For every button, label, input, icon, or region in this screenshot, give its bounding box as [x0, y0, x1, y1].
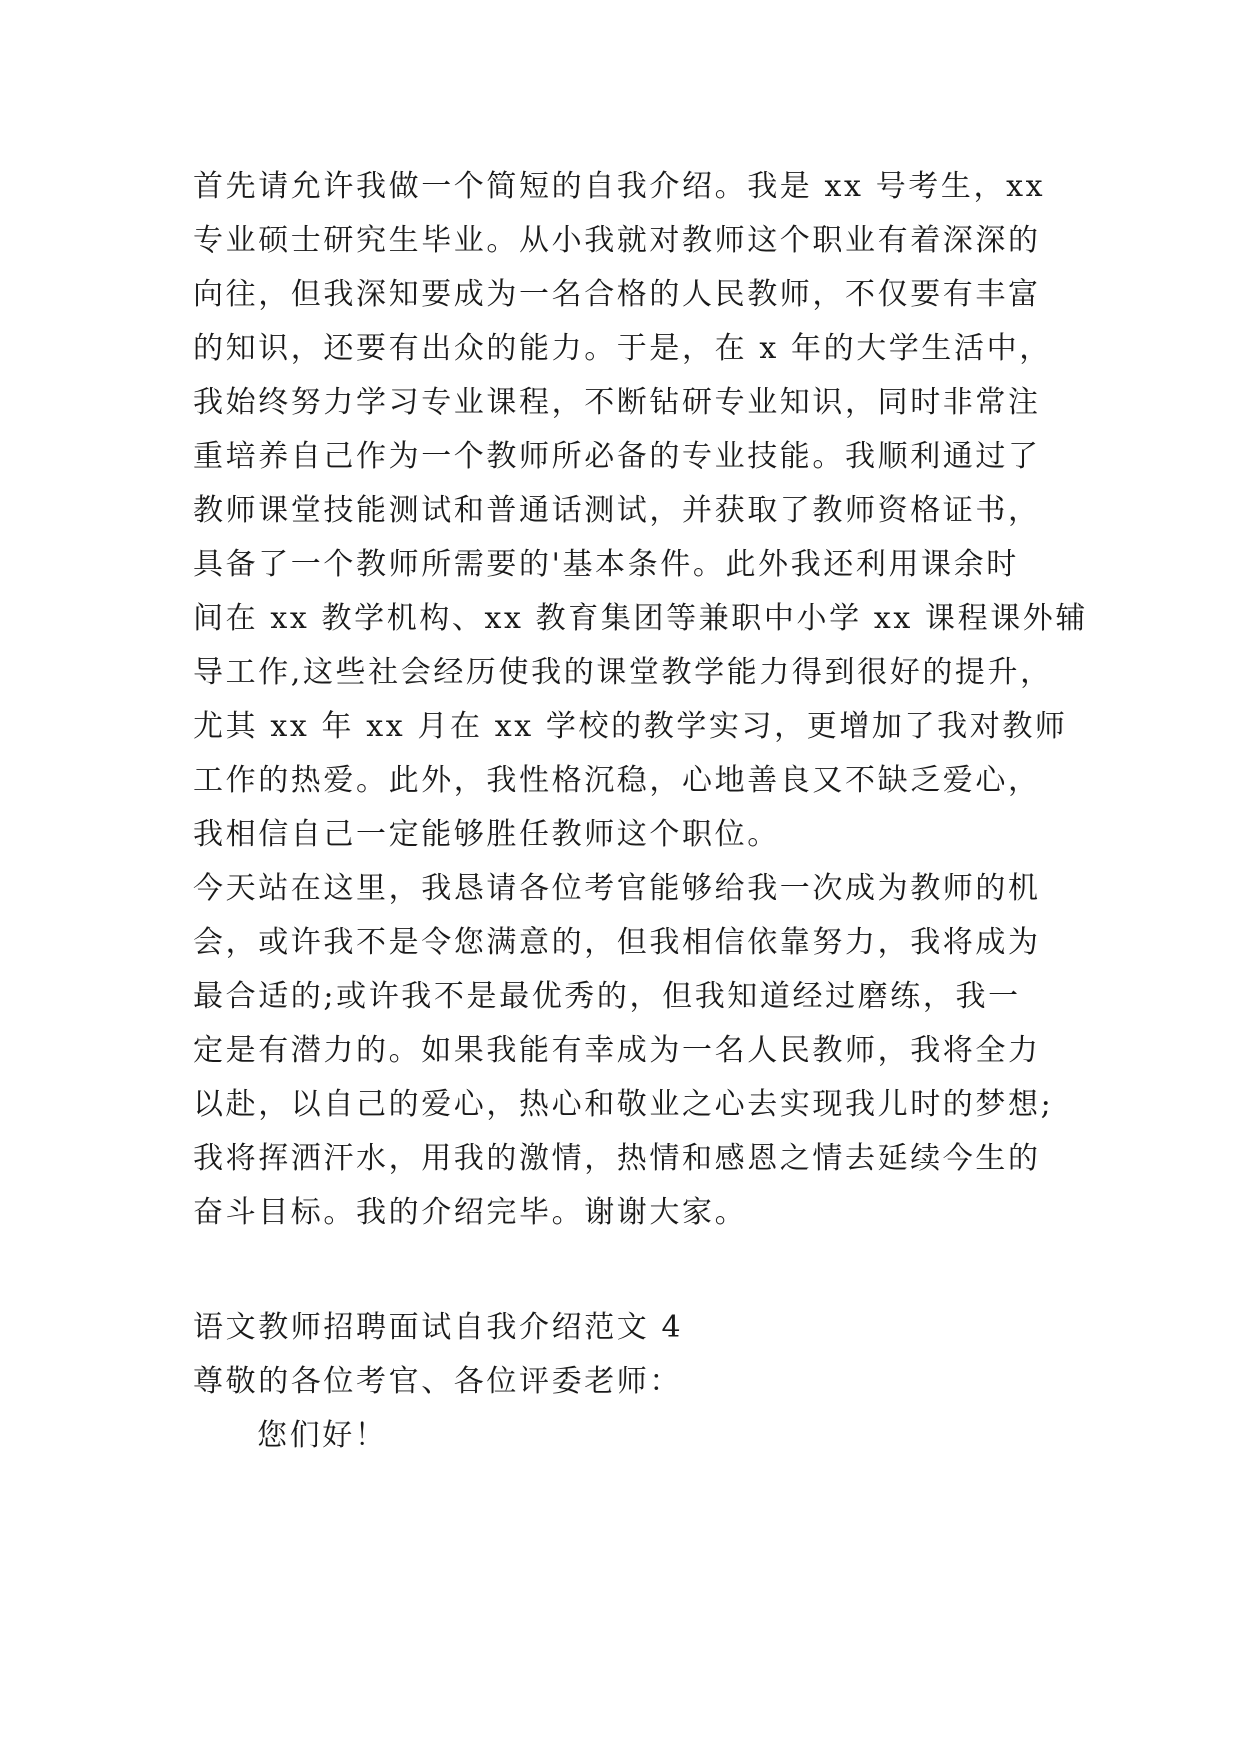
paragraph-1-line-10: 导工作,这些社会经历使我的课堂教学能力得到很好的提升，	[193, 655, 1053, 690]
paragraph-2-line-7: 奋斗目标。我的介绍完毕。谢谢大家。	[193, 1195, 748, 1230]
paragraph-1-line-7: 教师课堂技能测试和普通话测试，并获取了教师资格证书，	[193, 493, 1041, 528]
paragraph-1-line-11: 尤其 xx 年 xx 月在 xx 学校的教学实习，更增加了我对教师	[193, 709, 1068, 744]
paragraph-2-line-3: 最合适的;或许我不是最优秀的，但我知道经过磨练，我一	[193, 979, 1021, 1014]
paragraph-2-line-1: 今天站在这里，我恳请各位考官能够给我一次成为教师的机	[193, 871, 1041, 906]
paragraph-1-line-5: 我始终努力学习专业课程，不断钻研专业知识，同时非常注	[193, 385, 1041, 420]
paragraph-1-line-1: 首先请允许我做一个简短的自我介绍。我是 xx 号考生，xx	[193, 169, 1046, 204]
paragraph-1-line-6: 重培养自己作为一个教师所必备的专业技能。我顺利通过了	[193, 439, 1041, 474]
paragraph-1-line-3: 向往，但我深知要成为一名合格的人民教师，不仅要有丰富	[193, 277, 1041, 312]
salutation: 尊敬的各位考官、各位评委老师：	[193, 1364, 682, 1399]
paragraph-1-line-8: 具备了一个教师所需要的'基本条件。此外我还利用课余时	[193, 547, 1019, 582]
paragraph-1-line-9: 间在 xx 教学机构、xx 教育集团等兼职中小学 xx 课程课外辅	[193, 601, 1088, 636]
paragraph-1-line-2: 专业硕士研究生毕业。从小我就对教师这个职业有着深深的	[193, 223, 1041, 258]
paragraph-2-line-4: 定是有潜力的。如果我能有幸成为一名人民教师，我将全力	[193, 1033, 1041, 1068]
paragraph-2-line-6: 我将挥洒汗水，用我的激情，热情和感恩之情去延续今生的	[193, 1141, 1041, 1176]
paragraph-1-line-12: 工作的热爱。此外，我性格沉稳，心地善良又不缺乏爱心，	[193, 763, 1041, 798]
paragraph-1-line-4: 的知识，还要有出众的能力。于是，在 x 年的大学生活中，	[193, 331, 1052, 366]
paragraph-2-line-2: 会，或许我不是令您满意的，但我相信依靠努力，我将成为	[193, 925, 1041, 960]
paragraph-1-line-13: 我相信自己一定能够胜任教师这个职位。	[193, 817, 780, 852]
greeting: 您们好！	[257, 1418, 388, 1453]
section-title: 语文教师招聘面试自我介绍范文 4	[193, 1310, 684, 1345]
paragraph-2-line-5: 以赴，以自己的爱心，热心和敬业之心去实现我儿时的梦想;	[193, 1087, 1054, 1122]
